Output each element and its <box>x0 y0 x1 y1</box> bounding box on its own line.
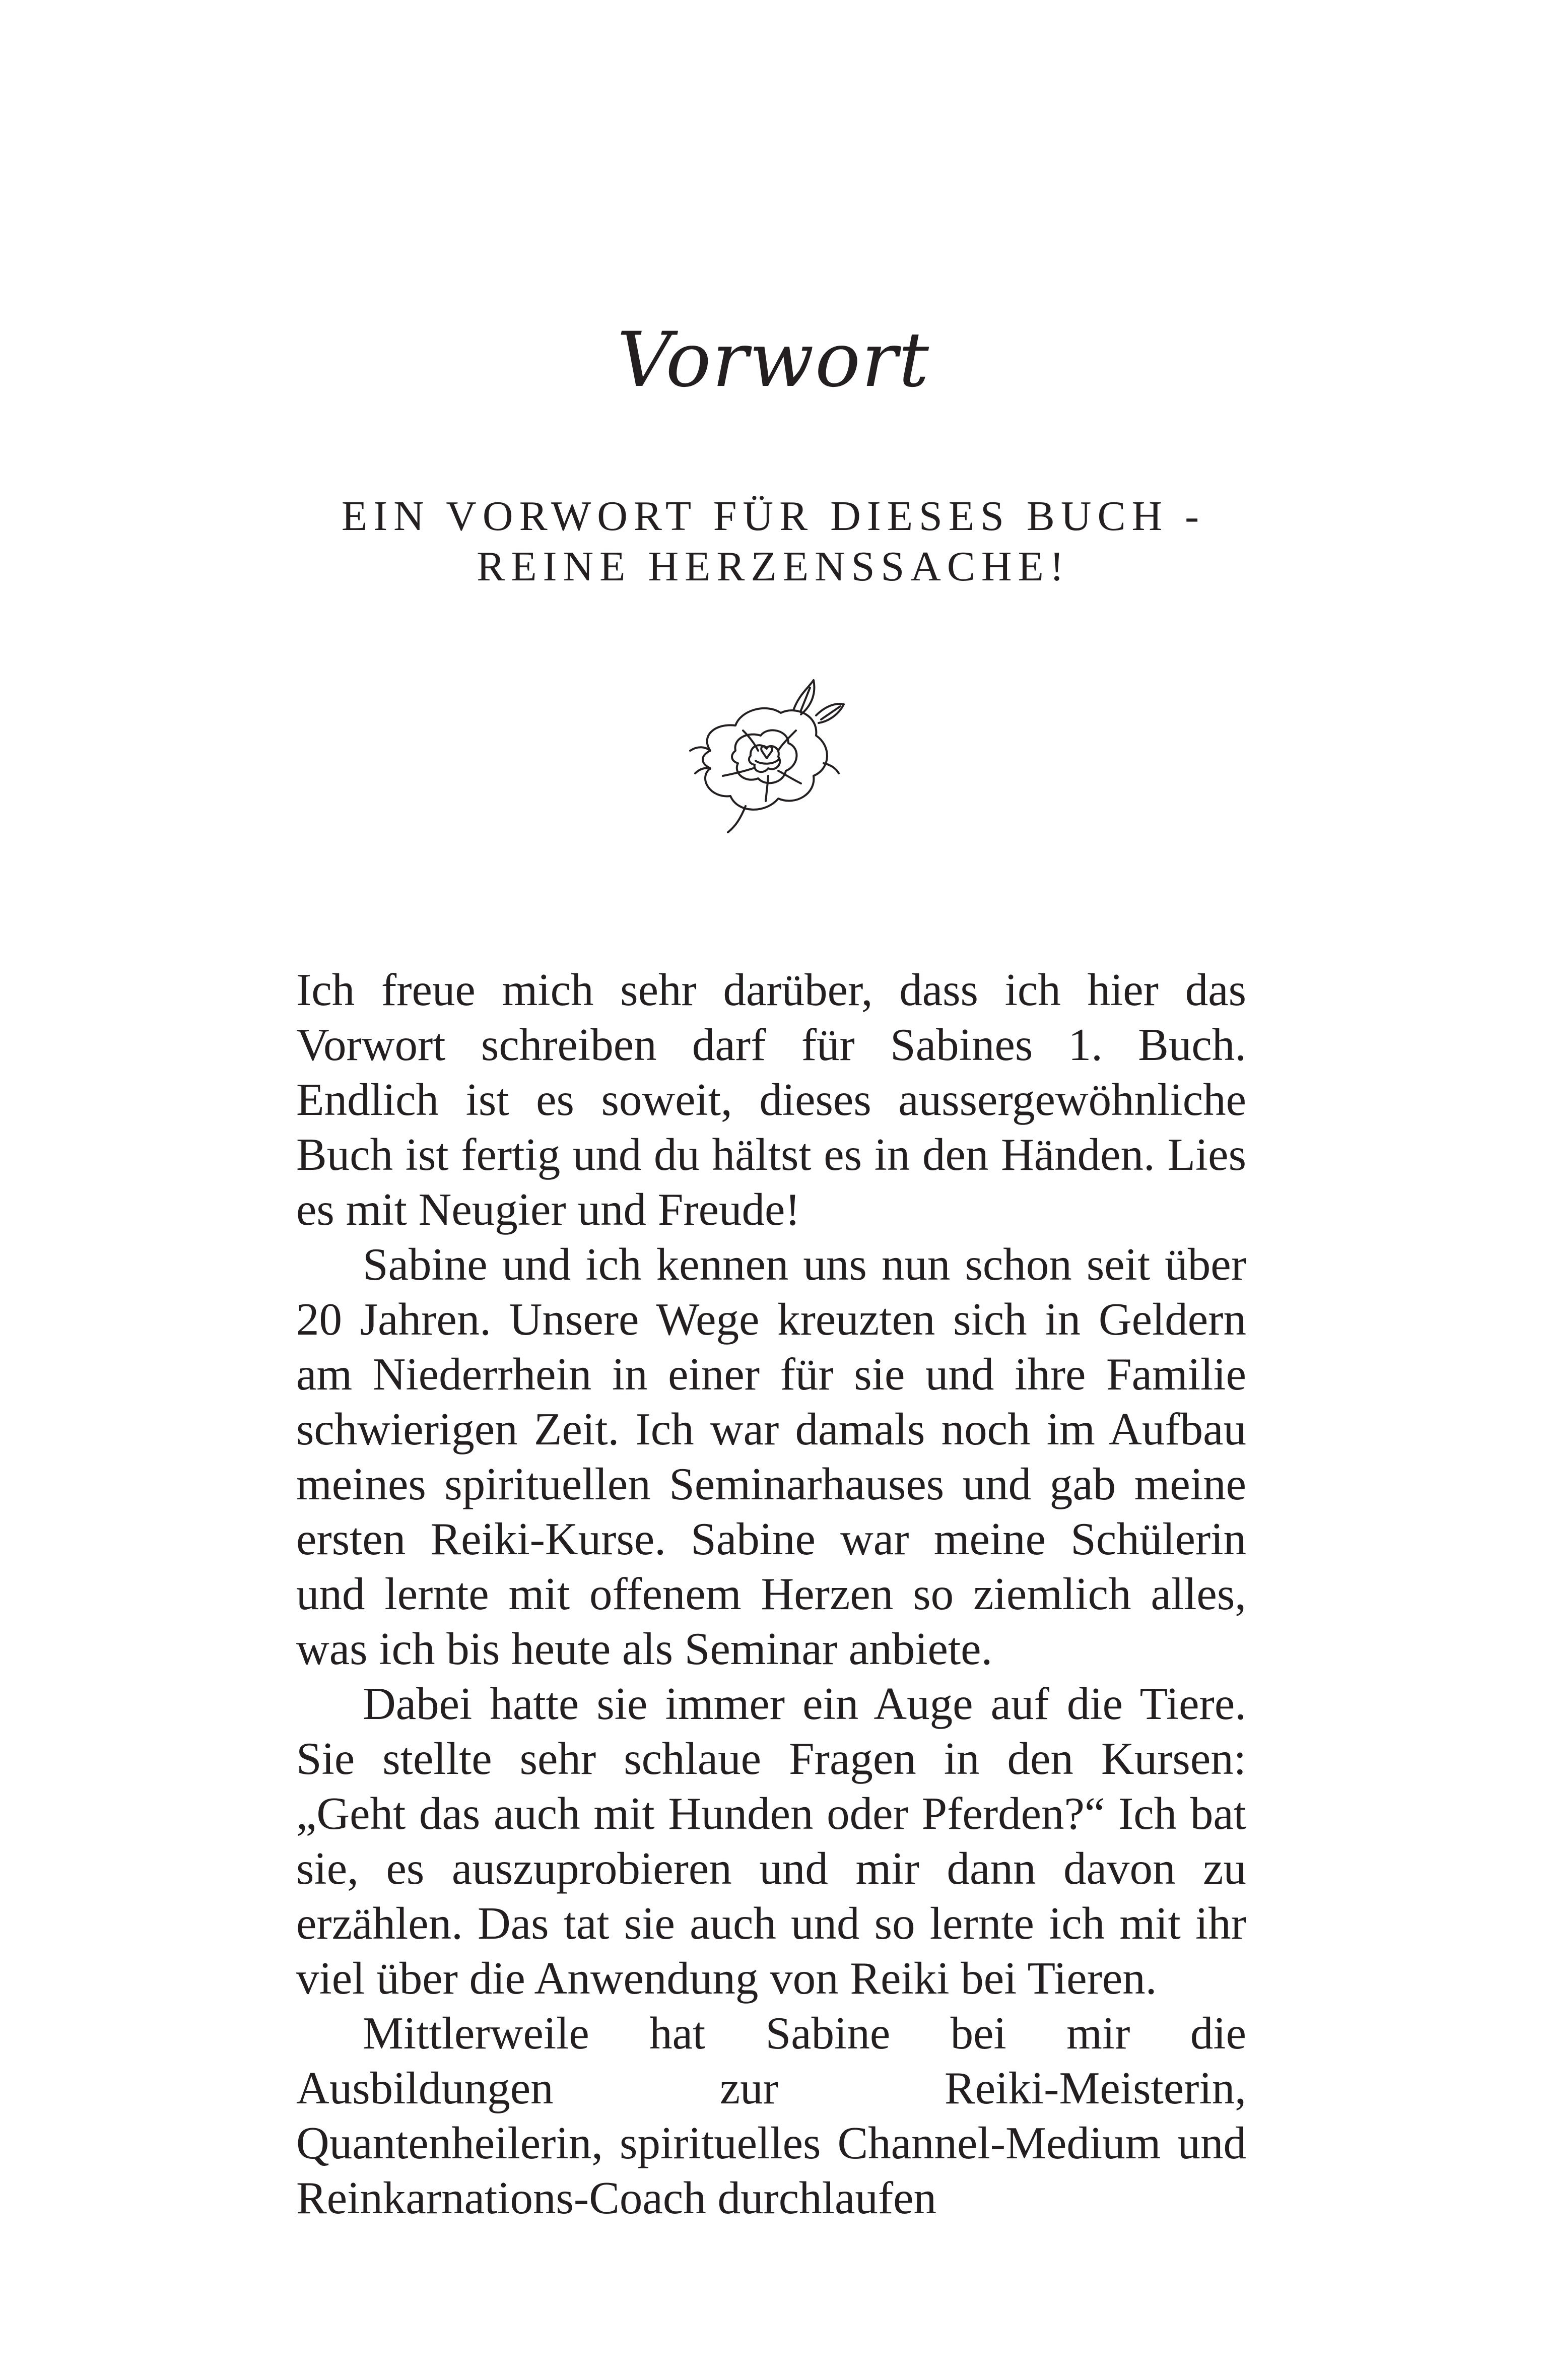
body-text <box>296 962 1246 2225</box>
rose-ornament-icon <box>680 675 846 836</box>
paragraph: Sabine und ich kennen uns nun schon seit über 20 Jahren. Unsere Wege kreuzten sich in Geldern am Niederrhein in einer für sie und ihre Familie schwierigen Zeit. Ich war damals noch im Aufbau meines spirituellen Seminarhauses und gab meine ersten Reiki-Kurse. Sabine war meine Schülerin und lernte mit offenem Herzen so ziemlich alles, was ich bis heute als Seminar anbiete. <box>296 1239 1246 1674</box>
paragraph: Ich freue mich sehr darüber, dass ich hier das Vorwort schreiben darf für Sabines 1. Buch. Endlich ist es soweit, dieses aussergewöhnliche Buch ist fertig und du hältst es in den Händen. Lies es mit Neugier und Freude! <box>296 964 1246 1235</box>
chapter-subtitle: EIN VORWORT FÜR DIESES BUCH - REINE HERZENSSACHE! <box>341 493 1205 590</box>
chapter-title: Vorwort <box>617 316 930 404</box>
paragraph: Mittlerweile hat Sabine bei mir die Ausbildungen zur Reiki-Meisterin, Quantenheilerin, spirituelles Channel-Medium und Reinkarnations-Coach durchlaufen <box>296 2008 1246 2223</box>
paragraph: Dabei hatte sie immer ein Auge auf die Tiere. Sie stellte sehr schlaue Fragen in den Kursen: „Geht das auch mit Hunden oder Pferden?“ Ich bat sie, es auszuprobieren und mir dann davon zu erzählen. Das tat sie auch und so lernte ich mit ihr viel über die Anwendung von Reiki bei Tieren. <box>296 1678 1246 2004</box>
